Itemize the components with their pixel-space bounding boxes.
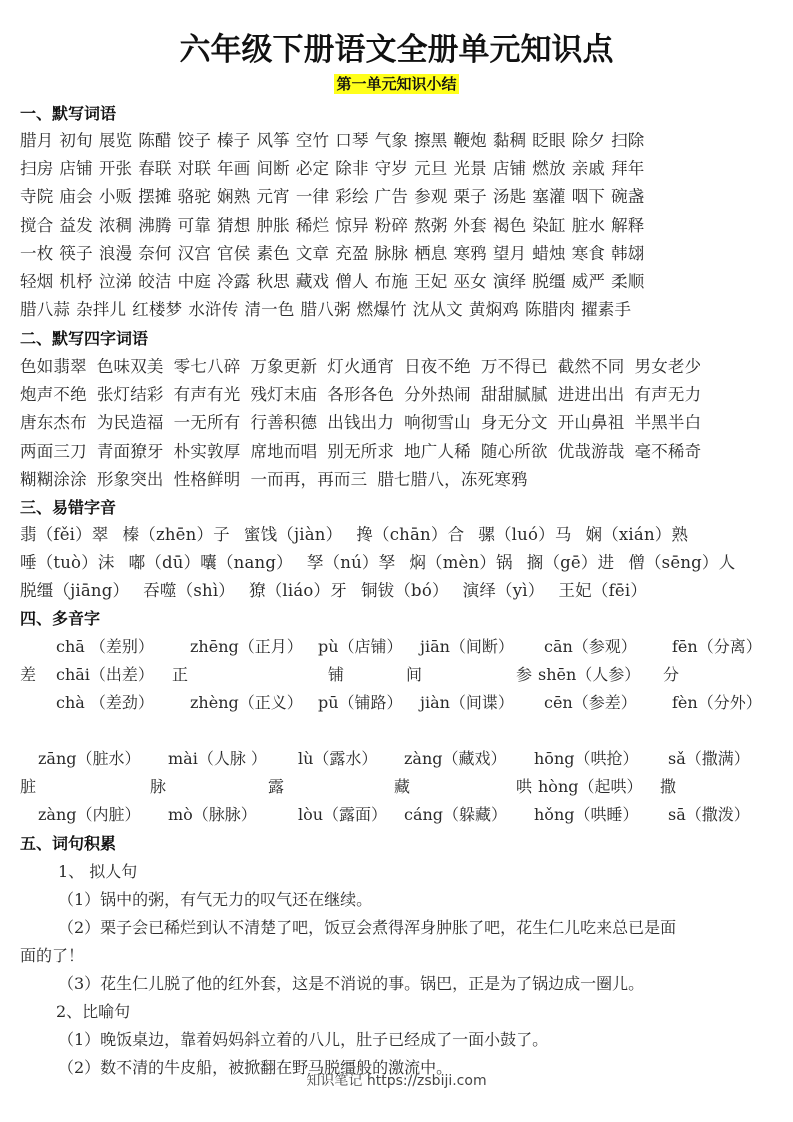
word-item: 肿胀 <box>256 215 290 235</box>
word-item: 清一色 <box>244 300 295 320</box>
word-item: 咽下 <box>571 187 606 207</box>
word-item: 一枚 <box>20 243 54 263</box>
word-row <box>20 268 651 292</box>
word-item: 对联 <box>177 159 212 179</box>
pinyin-reading: cān（参观） <box>544 637 637 656</box>
pinyin-reading: jiān（间断） <box>420 637 514 656</box>
word-item: 巫女 <box>453 272 487 291</box>
word-item: 摆摊 <box>138 187 172 207</box>
polyphone-char: 露 <box>268 777 285 796</box>
word-item: 扫房 <box>20 159 54 179</box>
sentence: （1）锅中的粥，有气无力的叹气还在继续。 <box>58 890 373 909</box>
word-item: 开张 <box>98 159 133 179</box>
word-item: 店铺 <box>59 159 93 179</box>
sentence: （2）栗子会已稀烂到认不清楚了吧，饭豆会煮得浑身肿胀了吧，花生仁儿吃来总已是面 <box>58 918 677 937</box>
word-item: 文章 <box>295 243 330 263</box>
word-item: 冷露 <box>217 272 251 291</box>
word-item: 寺院 <box>20 187 54 207</box>
word-item: 男女老少 <box>634 357 702 376</box>
word-item: 半黑半白 <box>634 413 702 433</box>
word-item: 嘟（dū）囔（nang） <box>128 553 293 573</box>
word-item: 拜年 <box>611 159 645 179</box>
word-item: 黏稠 <box>492 131 527 150</box>
word-item: 一无所有 <box>173 413 241 433</box>
word-row <box>20 212 651 236</box>
polyphone-char: 哄 <box>516 777 533 796</box>
word-item: 蜡烛 <box>532 243 566 263</box>
word-item: 秋思 <box>256 272 290 291</box>
word-item: 沈从文 <box>412 300 463 320</box>
word-item: 一而再，再而三 <box>250 469 368 489</box>
word-item: 僧（sēng）人 <box>628 553 736 573</box>
word-item: 榛子 <box>217 131 251 150</box>
polyphone-char: 撒 <box>660 777 677 796</box>
word-item: 店铺 <box>492 159 527 179</box>
word-item: 除夕 <box>571 131 606 150</box>
word-item: 藏戏 <box>295 272 330 291</box>
word-item: 褐色 <box>492 215 527 235</box>
word-item: 益发 <box>59 215 93 235</box>
word-item: 参观 <box>414 187 448 207</box>
polyphone-char: 脉 <box>150 777 167 796</box>
word-item: 娴熟 <box>217 187 251 207</box>
word-item: 张灯结彩 <box>96 385 164 405</box>
word-item: 韩翃 <box>611 243 645 263</box>
word-item: 骆驼 <box>177 187 212 207</box>
pinyin-reading: sǎ（撒满） <box>668 749 750 768</box>
word-item: 脱缰（jiāng） <box>20 581 130 601</box>
word-item: 性格鲜明 <box>173 469 241 489</box>
word-item: 截然不同 <box>557 357 625 376</box>
word-item: 粉碎 <box>374 215 409 235</box>
word-item: 猜想 <box>217 215 251 235</box>
word-item: 黄焖鸡 <box>468 300 519 320</box>
word-item: 沸腾 <box>138 215 172 235</box>
pinyin-reading: mài（人脉 ） <box>168 749 267 768</box>
word-row <box>20 296 637 320</box>
word-item: 零七八碎 <box>173 357 241 376</box>
word-item: 搀（chān）合 <box>356 525 465 544</box>
word-item: 机杼 <box>59 272 93 291</box>
polyphone-char: 藏 <box>394 777 411 796</box>
word-item: 元旦 <box>414 159 448 179</box>
word-item: 年画 <box>217 159 251 179</box>
word-item: 元宵 <box>256 187 290 207</box>
word-item: 杂拌儿 <box>76 300 127 320</box>
word-item: 分外热闹 <box>404 385 471 405</box>
pinyin-reading: cáng（躲藏） <box>404 805 508 824</box>
polyphone-char: 分 <box>663 665 680 684</box>
word-item: 奈何 <box>138 243 172 263</box>
pinyin-reading: hōng（哄抢） <box>534 749 639 768</box>
sentence-continuation: 面的了！ <box>20 946 85 965</box>
word-item: 色味双美 <box>96 357 164 376</box>
pinyin-reading: zāng（脏水） <box>38 749 141 768</box>
word-item: 栖息 <box>414 243 448 263</box>
word-item: 望月 <box>492 243 527 263</box>
word-item: 光景 <box>453 159 487 179</box>
word-item: 焖（mèn）锅 <box>409 553 513 573</box>
polyphone-char: 脏 <box>20 777 37 796</box>
word-item: 行善积德 <box>250 413 318 433</box>
sentence: （2）数不清的牛皮船，被掀翻在野马脱缰般的激流中。 <box>58 1058 453 1077</box>
word-item: 擦黑 <box>414 131 448 150</box>
pinyin-reading: chāi（出差） <box>56 665 154 684</box>
section-4-heading: 四、多音字 <box>20 609 101 628</box>
pinyin-reading: lù（露水） <box>298 749 378 768</box>
section-5-heading: 五、词句积累 <box>20 834 117 853</box>
pinyin-reading: pū（铺路） <box>318 693 403 712</box>
pinyin-reading: chà （差劲） <box>56 693 154 712</box>
section-1-heading: 一、默写词语 <box>20 104 117 123</box>
word-item: 扫除 <box>611 131 645 150</box>
word-row <box>20 381 711 405</box>
word-item: 灯火通宵 <box>327 357 395 376</box>
pinyin-reading: chā （差别） <box>56 637 154 656</box>
word-item: 毫不稀奇 <box>634 441 702 461</box>
word-item: 甜甜腻腻 <box>480 385 548 405</box>
word-item: 朴实敦厚 <box>173 441 241 461</box>
word-item: 塞灌 <box>532 187 566 207</box>
word-item: 演绎（yì） <box>462 581 545 601</box>
pinyin-reading: lòu（露面） <box>298 805 388 824</box>
word-item: 席地而唱 <box>250 441 318 461</box>
word-item: 水浒传 <box>188 300 239 320</box>
pinyin-reading: jiàn（间谍） <box>420 693 514 712</box>
sub-heading-personification: 1、 拟人句 <box>58 862 138 881</box>
pinyin-reading: sā（撒泼） <box>668 805 750 824</box>
word-item: 脏水 <box>571 215 606 235</box>
word-item: 糊糊涂涂 <box>20 469 87 489</box>
word-item: 身无分文 <box>480 413 548 433</box>
word-row <box>20 577 661 601</box>
pinyin-reading: zhēng（正月） <box>190 637 303 656</box>
word-item: 轻烟 <box>20 272 54 291</box>
word-item: 响彻雪山 <box>404 413 471 433</box>
pinyin-reading: pù（店铺） <box>318 637 403 656</box>
word-item: 铜钹（bó） <box>360 581 449 601</box>
word-item: 燃爆竹 <box>356 300 407 320</box>
word-item: 搅合 <box>20 215 54 235</box>
word-item: 气象 <box>374 131 409 150</box>
word-item: 进进出出 <box>557 385 625 405</box>
word-item: 柔顺 <box>611 272 645 291</box>
word-item: 王妃 <box>414 272 448 291</box>
word-item: 汤匙 <box>492 187 527 207</box>
word-item: 为民造福 <box>96 413 164 433</box>
word-item: 亲戚 <box>571 159 606 179</box>
word-row <box>20 353 711 377</box>
word-item: 春联 <box>138 159 172 179</box>
polyphone-char: 正 <box>172 665 189 684</box>
polyphone-char: 差 <box>20 665 37 684</box>
polyphone-char: 参 <box>516 665 533 684</box>
word-item: 别无所求 <box>327 441 395 461</box>
word-row <box>20 183 651 207</box>
word-item: 素色 <box>256 243 290 263</box>
word-item: 浓稠 <box>98 215 133 235</box>
word-item: 形象突出 <box>96 469 164 489</box>
subtitle-container <box>0 74 793 94</box>
word-item: 展览 <box>98 131 133 150</box>
word-item: 守岁 <box>374 159 409 179</box>
word-item: 皎洁 <box>138 272 172 291</box>
word-item: 稀烂 <box>295 215 330 235</box>
word-item: 外套 <box>453 215 487 235</box>
word-item: 孥（nú）孥 <box>306 553 396 573</box>
word-item: 有声有光 <box>173 385 241 405</box>
word-item: 腊月 <box>20 131 54 150</box>
word-item: 初旬 <box>59 131 93 150</box>
word-item: 一律 <box>295 187 330 207</box>
word-item: 中庭 <box>177 272 212 291</box>
word-item: 色如翡翠 <box>20 357 87 376</box>
sentence: （1）晚饭桌边，靠着妈妈斜立着的八儿，肚子已经成了一面小鼓了。 <box>58 1030 549 1049</box>
word-item: 脱缰 <box>532 272 566 291</box>
pinyin-reading: zhèng（正义） <box>190 693 303 712</box>
sub-heading-simile: 2、比喻句 <box>56 1002 131 1021</box>
word-item: 腊八蒜 <box>20 300 71 320</box>
word-item: 空竹 <box>295 131 330 150</box>
watermark: 知识笔记 https://zsbiji.com <box>306 1073 487 1089</box>
word-item: 必定 <box>295 159 330 179</box>
word-item: 小贩 <box>98 187 133 207</box>
word-item: 饺子 <box>177 131 212 150</box>
word-item: 红楼梦 <box>132 300 183 320</box>
word-row <box>20 521 702 545</box>
word-item: 两面三刀 <box>20 441 87 461</box>
word-item: 骡（luó）马 <box>478 525 572 544</box>
pinyin-reading: zàng（内脏） <box>38 805 141 824</box>
pinyin-reading: fēn（分离） <box>672 637 762 656</box>
word-item: 万象更新 <box>250 357 318 376</box>
word-row <box>20 438 711 462</box>
word-item: 唐东杰布 <box>20 413 87 433</box>
word-item: 开山鼻祖 <box>557 413 625 433</box>
word-row <box>20 127 651 151</box>
word-item: 除非 <box>335 159 369 179</box>
word-item: 残灯末庙 <box>250 385 318 405</box>
pinyin-reading: zàng（藏戏） <box>404 749 507 768</box>
pinyin-reading: cēn（参差） <box>544 693 637 712</box>
word-item: 蜜饯（jiàn） <box>243 525 343 544</box>
word-item: 筷子 <box>59 243 93 263</box>
word-row <box>20 549 749 573</box>
word-row <box>20 155 651 179</box>
word-item: 间断 <box>256 159 290 179</box>
unit-subtitle: 第一单元知识小结 <box>336 75 457 93</box>
word-item: 吞噬（shì） <box>143 581 236 601</box>
word-row <box>20 466 538 490</box>
word-item: 有声无力 <box>634 385 702 405</box>
word-item: 万不得已 <box>480 357 548 376</box>
word-item: 官侯 <box>217 243 251 263</box>
word-item: 青面獠牙 <box>96 441 164 461</box>
word-item: 唾（tuò）沫 <box>20 553 115 573</box>
word-item: 解释 <box>611 215 645 235</box>
word-item: 腊八粥 <box>300 300 351 320</box>
word-item: 燃放 <box>532 159 566 179</box>
word-item: 擢素手 <box>581 300 632 320</box>
section-3-heading: 三、易错字音 <box>20 498 117 517</box>
word-item: 演绎 <box>492 272 527 291</box>
word-item: 娴（xián）熟 <box>585 525 689 544</box>
word-item: 栗子 <box>453 187 487 207</box>
word-item: 广告 <box>374 187 409 207</box>
word-item: 彩绘 <box>335 187 369 207</box>
word-item: 口琴 <box>335 131 369 150</box>
word-item: 寒食 <box>571 243 606 263</box>
word-item: 陈醋 <box>138 131 172 150</box>
page-title: 六年级下册语文全册单元知识点 <box>179 32 614 68</box>
pinyin-reading: shēn（人参） <box>538 665 641 684</box>
section-2-heading: 二、默写四字词语 <box>20 329 149 348</box>
word-item: 腊七腊八，冻死寒鸦 <box>377 469 528 489</box>
word-item: 出钱出力 <box>327 413 395 433</box>
word-item: 泣涕 <box>98 272 133 291</box>
word-item: 浪漫 <box>98 243 133 263</box>
polyphone-char: 间 <box>406 665 423 684</box>
word-item: 搁（gē）进 <box>526 553 615 573</box>
word-item: 地广人稀 <box>404 441 471 461</box>
word-item: 翡（fěi）翠 <box>20 525 109 544</box>
word-row <box>20 240 651 264</box>
word-item: 可靠 <box>177 215 212 235</box>
word-item: 优哉游哉 <box>557 441 625 461</box>
word-item: 脉脉 <box>374 243 409 263</box>
word-item: 榛（zhēn）子 <box>122 525 230 544</box>
word-item: 炮声不绝 <box>20 385 87 405</box>
pinyin-reading: mò（脉脉） <box>168 805 257 824</box>
word-item: 鞭炮 <box>453 131 487 150</box>
word-item: 染缸 <box>532 215 566 235</box>
sentence: （3）花生仁儿脱了他的红外套，这是不消说的事。锅巴，正是为了锅边成一圈儿。 <box>58 974 645 993</box>
word-item: 各形各色 <box>327 385 395 405</box>
word-item: 威严 <box>571 272 606 291</box>
word-item: 风筝 <box>256 131 290 150</box>
polyphone-char: 铺 <box>328 665 345 684</box>
pinyin-reading: hòng（起哄） <box>538 777 643 796</box>
word-item: 惊异 <box>335 215 369 235</box>
word-item: 獠（liáo）牙 <box>249 581 347 601</box>
word-item: 熬粥 <box>414 215 448 235</box>
word-row <box>20 409 711 433</box>
word-item: 布施 <box>374 272 409 291</box>
word-item: 随心所欲 <box>480 441 548 461</box>
pinyin-reading: hǒng（哄睡） <box>534 805 639 824</box>
word-item: 僧人 <box>335 272 369 291</box>
word-item: 日夜不绝 <box>404 357 471 376</box>
word-item: 王妃（fēi） <box>558 581 648 601</box>
word-item: 陈腊肉 <box>524 300 576 320</box>
word-item: 碗盏 <box>611 187 645 207</box>
word-item: 眨眼 <box>532 131 566 150</box>
word-item: 庙会 <box>59 187 93 207</box>
word-item: 充盈 <box>335 243 369 263</box>
word-item: 汉宫 <box>177 243 212 263</box>
pinyin-reading: fèn（分外） <box>672 693 762 712</box>
word-item: 寒鸦 <box>453 243 487 263</box>
